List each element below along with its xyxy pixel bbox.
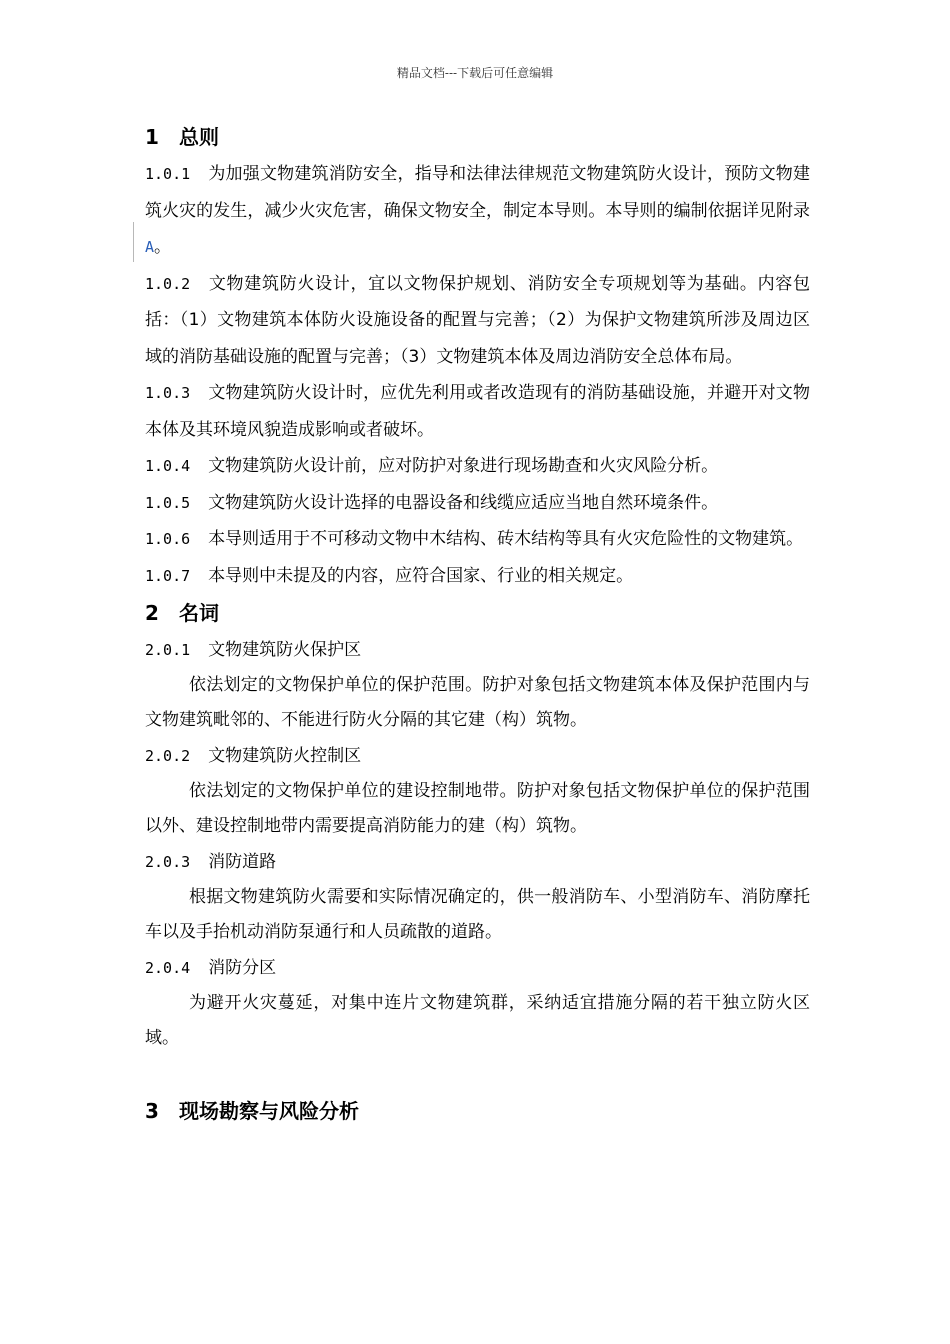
section-title: 现场勘察与风险分析 <box>179 1099 359 1123</box>
clause-text: 本导则中未提及的内容，应符合国家、行业的相关规定。 <box>208 565 634 586</box>
section-number: 1 <box>145 125 159 149</box>
section-title: 总则 <box>179 125 219 149</box>
clause-tail: 。 <box>154 237 172 257</box>
clause-number: 1.0.6 <box>145 530 191 548</box>
term-2-0-3 <box>145 844 810 880</box>
margin-marker <box>133 222 134 262</box>
clause-text: 为加强文物建筑消防安全，指导和法律法律规范文物建筑防火设计，预防文物建筑火灾的发生，减少火灾危害，确保文物安全，制定本导则。本导则的编制依据详见附录 <box>145 164 810 221</box>
clause-1-0-2 <box>145 266 810 376</box>
clause-number: 1.0.2 <box>145 274 191 293</box>
term-2-0-2 <box>145 738 810 774</box>
section-heading-1 <box>145 118 810 156</box>
term-name: 消防道路 <box>208 852 277 872</box>
page-header: 精品文档---下载后可任意编辑 <box>396 66 554 80</box>
term-definition: 为避开火灾蔓延，对集中连片文物建筑群，采纳适宜措施分隔的若干独立防火区域。 <box>145 993 810 1048</box>
section-title: 名词 <box>179 601 219 625</box>
term-number: 2.0.4 <box>145 959 191 977</box>
clause-number: 1.0.5 <box>145 493 191 512</box>
section-number: 2 <box>145 601 159 625</box>
term-definition: 依法划定的文物保护单位的建设控制地带。防护对象包括文物保护单位的保护范围以外、建设控制地带内需要提高消防能力的建（构）筑物。 <box>145 781 810 836</box>
clause-text: 文物建筑防火设计选择的电器设备和线缆应适应当地自然环境条件。 <box>208 492 719 513</box>
term-2-0-4 <box>145 950 810 986</box>
section-number: 3 <box>145 1099 159 1123</box>
clause-1-0-6 <box>145 521 810 558</box>
term-name: 文物建筑防火保护区 <box>208 640 362 660</box>
document-body <box>145 118 810 1130</box>
clause-text: 文物建筑防火设计，宜以文物保护规划、消防安全专项规划等为基础。内容包括：（1）文物建筑本体防火设施设备的配置与完善；（2）为保护文物建筑所涉及周边区域的消防基础设施的配置与完善；（3）文物建筑本体及周边消防安全总体布局。 <box>145 273 810 367</box>
clause-number: 1.0.4 <box>145 457 191 475</box>
term-2-0-1 <box>145 632 810 668</box>
clause-text: 本导则适用于不可移动文物中木结构、砖木结构等具有火灾危险性的文物建筑。 <box>208 529 804 549</box>
clause-number: 1.0.7 <box>145 566 191 585</box>
term-number: 2.0.1 <box>145 641 191 659</box>
clause-text: 文物建筑防火设计时，应优先利用或者改造现有的消防基础设施，并避开对文物本体及其环境风貌造成影响或者破坏。 <box>145 383 810 440</box>
clause-number: 1.0.3 <box>145 384 191 402</box>
section-spacer <box>145 1056 810 1092</box>
clause-text: 文物建筑防火设计前，应对防护对象进行现场勘查和火灾风险分析。 <box>208 456 719 476</box>
clause-number: 1.0.1 <box>145 165 191 183</box>
clause-1-0-5 <box>145 485 810 522</box>
section-heading-2 <box>145 594 810 632</box>
clause-1-0-4 <box>145 448 810 485</box>
appendix-link[interactable]: A <box>145 238 155 256</box>
clause-1-0-1 <box>145 156 810 266</box>
clause-1-0-3 <box>145 375 810 448</box>
term-number: 2.0.2 <box>145 747 191 765</box>
term-number: 2.0.3 <box>145 853 191 871</box>
section-heading-3 <box>145 1092 810 1130</box>
term-name: 消防分区 <box>208 958 277 978</box>
term-definition: 根据文物建筑防火需要和实际情况确定的，供一般消防车、小型消防车、消防摩托车以及手抬机动消防泵通行和人员疏散的道路。 <box>145 887 810 942</box>
clause-1-0-7 <box>145 558 810 595</box>
term-definition: 依法划定的文物保护单位的保护范围。防护对象包括文物建筑本体及保护范围内与文物建筑毗邻的、不能进行防火分隔的其它建（构）筑物。 <box>145 675 810 730</box>
term-name: 文物建筑防火控制区 <box>208 746 362 766</box>
